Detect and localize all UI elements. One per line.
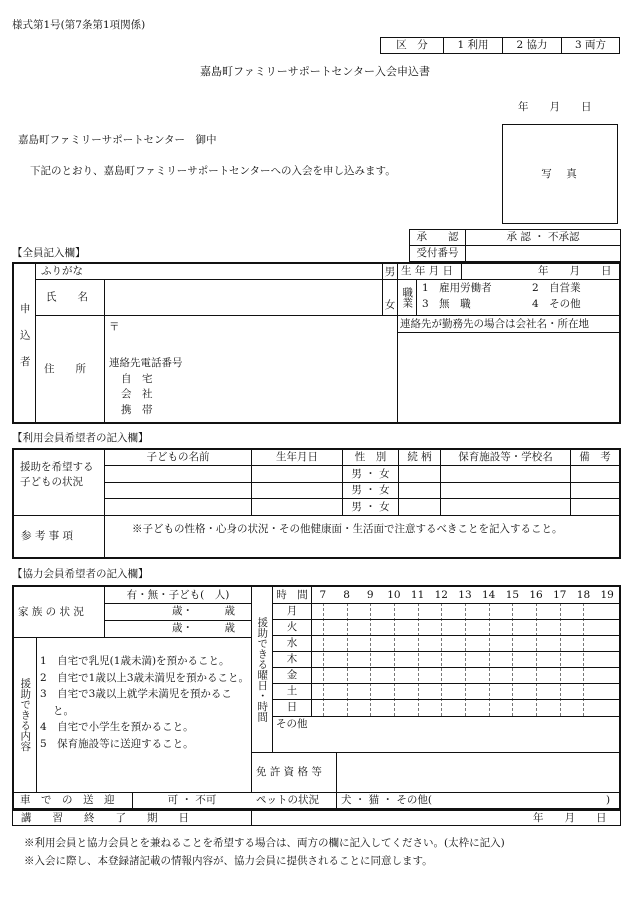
category-option-use[interactable]: 1 利用 — [444, 38, 503, 53]
day-time-slots[interactable] — [312, 620, 619, 635]
photo-label: 写 真 — [541, 167, 579, 180]
content-label: 援助できる内容 — [19, 678, 32, 752]
day-time-slots[interactable] — [312, 652, 619, 667]
applicant-label: 申込者 — [18, 303, 31, 383]
col-remarks: 備 考 — [579, 451, 611, 464]
day-6: 土 — [286, 685, 298, 698]
photo-box[interactable] — [502, 124, 618, 224]
child-3-gender[interactable]: 男 ・ 女 — [351, 500, 390, 513]
hour-15: 15 — [505, 588, 520, 601]
col-relation: 続 柄 — [407, 451, 432, 464]
job-option-3[interactable]: 3 無 職 — [422, 298, 471, 310]
hour-17: 17 — [553, 588, 567, 601]
name-label: 氏 名 — [46, 291, 88, 304]
day-time-slots[interactable] — [312, 668, 619, 683]
car-transport-value[interactable]: 可 ・ 不可 — [167, 794, 217, 807]
child-2-gender[interactable]: 男 ・ 女 — [351, 484, 390, 497]
job-option-4[interactable]: 4 その他 — [532, 298, 581, 310]
addressee: 嘉島町ファミリーサポートセンター 御中 — [18, 134, 217, 146]
content-item-5[interactable]: 5 保育施設等に送迎すること。 — [40, 737, 194, 750]
page-title: 嘉島町ファミリーサポートセンター入会申込書 — [199, 65, 430, 78]
family-label: 家 族 の 状 況 — [18, 605, 84, 618]
content-list — [40, 653, 250, 752]
content-item-2[interactable]: 2 自宅で1歳以上3歳未満児を預かること。 — [40, 671, 250, 684]
pet-close-paren: ) — [606, 794, 611, 807]
approval-label: 承 認 — [416, 231, 459, 244]
family-ages-2[interactable]: 歳・ 歳 — [172, 622, 235, 634]
col-gender: 性 別 — [354, 451, 387, 464]
family-ages-1[interactable]: 歳・ 歳 — [172, 605, 235, 617]
content-item-3[interactable]: 3 自宅で3歳以上就学未満児を預かること。 — [40, 688, 232, 717]
day-time-slots[interactable] — [312, 604, 619, 619]
content-item-4[interactable]: 4 自宅で小学生を預かること。 — [40, 721, 194, 733]
phone-company[interactable]: 会 社 — [121, 388, 153, 400]
col-child-name: 子どもの名前 — [146, 451, 210, 464]
col-birthdate: 生年月日 — [276, 451, 318, 464]
name-input[interactable] — [106, 280, 380, 315]
day-time-slots[interactable] — [312, 700, 619, 715]
user-section-header: 【利用会員希望者の記入欄】 — [12, 432, 149, 444]
pet-value[interactable]: 犬 ・ 猫 ・ その他( — [341, 794, 432, 807]
phone-home[interactable]: 自 宅 — [121, 373, 153, 385]
family-status[interactable]: 有・無・子ども( 人) — [126, 588, 230, 601]
all-section-header: 【全員記入欄】 — [12, 247, 86, 259]
course-date[interactable]: 年 月 日 — [533, 811, 607, 824]
children-label: 援助を希望する子どもの状況 — [20, 461, 94, 488]
furigana-label: ふりがな — [41, 265, 83, 278]
availability-label: 援助できる曜日・時間 — [256, 617, 269, 722]
license-label: 免 許 資 格 等 — [256, 766, 322, 779]
address-label: 住 所 — [44, 362, 86, 375]
footnote-1: ※利用会員と協力会員とを兼ねることを希望する場合は、両方の欄に記入してください。(太枠に記入) — [24, 837, 505, 849]
hour-19: 19 — [600, 588, 614, 601]
child-1-gender[interactable]: 男 ・ 女 — [351, 467, 390, 480]
helper-members-table — [12, 585, 621, 810]
day-2: 火 — [286, 621, 298, 634]
col-school: 保育施設等・学校名 — [458, 451, 553, 464]
phone-mobile[interactable]: 携 帯 — [121, 404, 153, 416]
form-number: 様式第1号(第7条第1項関係) — [12, 19, 146, 31]
course-row — [12, 810, 621, 826]
category-option-cooperate[interactable]: 2 協力 — [503, 38, 562, 53]
hour-11: 11 — [410, 588, 425, 601]
notes-text: ※子どもの性格・心身の状況・その他健康面・生活面で注意するべきことを記入すること。 — [132, 523, 563, 535]
helper-section-header: 【協力会員希望者の記入欄】 — [12, 568, 149, 580]
furigana-input[interactable] — [106, 264, 380, 279]
footnote-2: ※入会に際し、本登録諸記載の情報内容が、協力会員に提供されることに同意します。 — [24, 855, 433, 867]
day-5: 金 — [286, 669, 298, 682]
hour-16: 16 — [529, 588, 543, 601]
user-members-table — [12, 448, 621, 559]
hour-12: 12 — [434, 588, 448, 601]
day-4: 木 — [286, 653, 298, 666]
time-label: 時 間 — [276, 588, 308, 601]
contact-note: 連絡先が勤務先の場合は会社名・所在地 — [400, 317, 589, 330]
hour-9: 9 — [366, 588, 374, 601]
category-label: 区 分 — [381, 38, 444, 53]
day-1: 月 — [286, 605, 298, 618]
hour-8: 8 — [343, 588, 350, 601]
course-label: 講 習 終 了 期 日 — [21, 811, 189, 824]
all-members-table — [12, 262, 621, 424]
hour-14: 14 — [482, 588, 496, 601]
birth-value[interactable]: 年 月 日 — [538, 265, 612, 278]
birth-label: 生 年 月 日 — [401, 265, 454, 278]
day-time-slots[interactable] — [312, 684, 619, 699]
category-box — [380, 37, 620, 54]
reception-number-label: 受付番号 — [416, 247, 459, 260]
hour-10: 10 — [387, 588, 401, 601]
day-7: 日 — [286, 701, 298, 714]
phone-label: 連絡先電話番号 — [109, 357, 183, 369]
day-time-slots[interactable] — [312, 636, 619, 651]
hour-13: 13 — [458, 588, 472, 601]
category-option-both[interactable]: 3 両方 — [574, 39, 607, 52]
car-transport-label: 車 で の 送 迎 — [20, 794, 115, 807]
intro-text: 下記のとおり、嘉島町ファミリーサポートセンターへの入会を申し込みます。 — [30, 165, 396, 177]
content-item-1[interactable]: 1 自宅で乳児(1歳未満)を預かること。 — [40, 655, 230, 667]
approval-value[interactable]: 承 認 ・ 不承認 — [506, 231, 580, 244]
date-line[interactable]: 年 月 日 — [518, 101, 592, 113]
job-option-1[interactable]: 1 雇用労働者 — [422, 282, 492, 294]
approval-box — [409, 229, 621, 262]
hour-7: 7 — [319, 588, 327, 601]
hour-18: 18 — [576, 588, 591, 601]
job-label: 職業 — [401, 287, 414, 308]
postal-mark: 〒 — [109, 321, 120, 333]
pet-label: ペットの状況 — [256, 794, 319, 807]
job-option-2[interactable]: 2 自営業 — [532, 282, 581, 294]
gender-male[interactable]: 男 — [384, 265, 396, 278]
notes-label: 参 考 事 項 — [21, 530, 74, 543]
other-availability[interactable]: その他 — [276, 718, 308, 730]
day-3: 水 — [286, 637, 298, 650]
gender-female[interactable]: 女 — [384, 298, 396, 311]
